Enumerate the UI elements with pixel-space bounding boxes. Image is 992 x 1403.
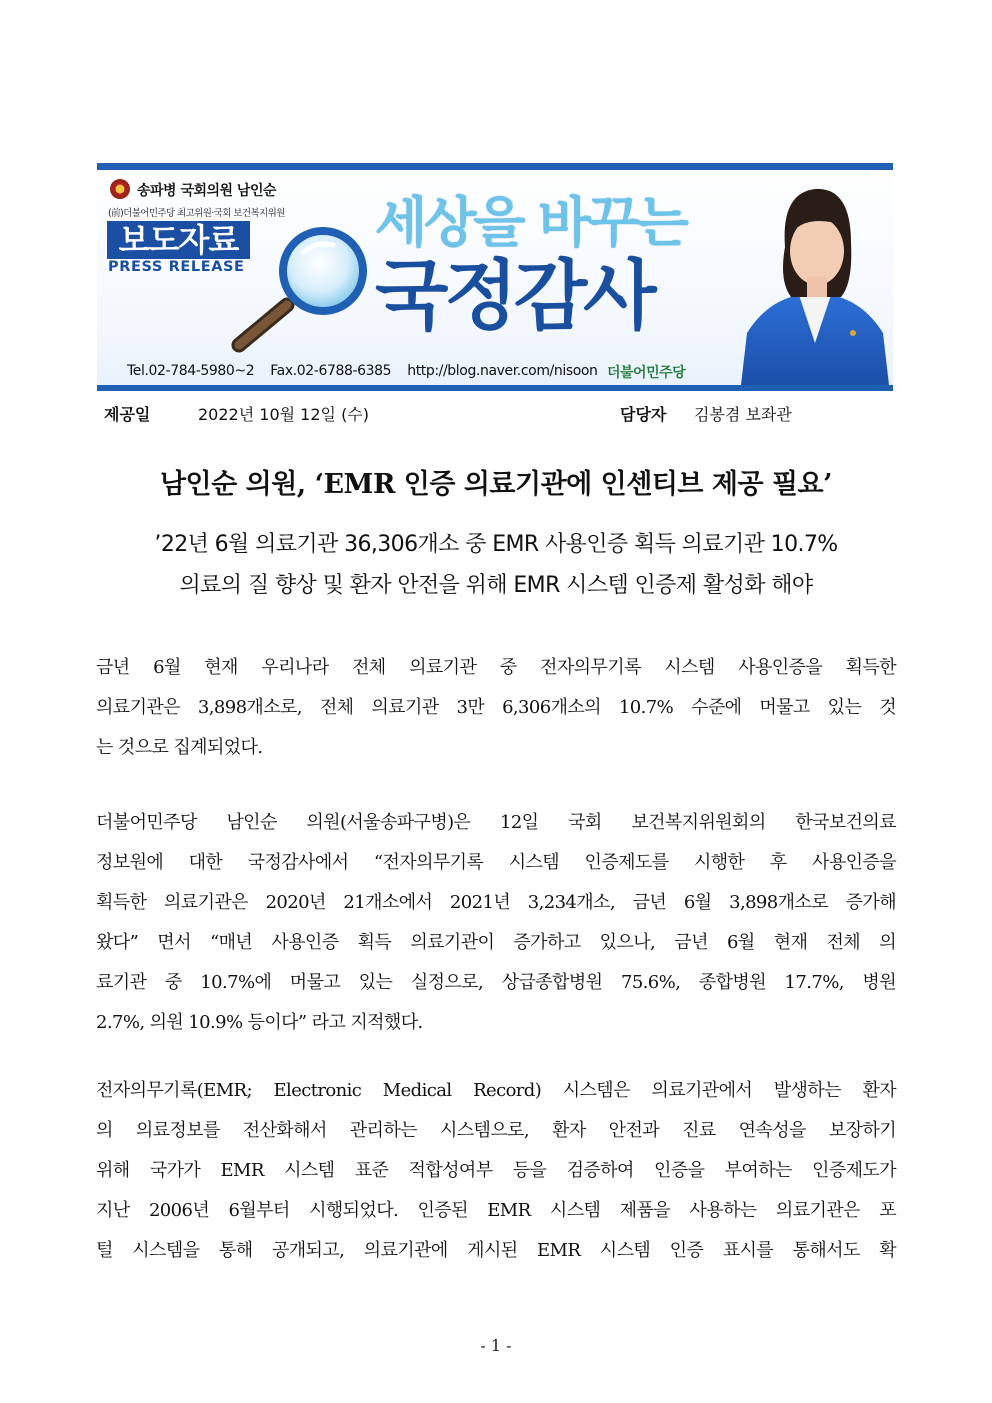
- date-label: 제공일: [104, 405, 151, 424]
- paragraph-line: 의료기관은 3,898개소로, 전체 의료기관 3만 6,306개소의 10.7% 수준에 머물고 있는 것: [96, 697, 896, 718]
- paragraph-3: [96, 1071, 896, 1271]
- press-release-label-en: PRESS RELEASE: [108, 259, 245, 275]
- contact-fax: Fax.02-6788-6385: [270, 363, 392, 379]
- subheadline-2: 의료의 질 향상 및 환자 안전을 위해 EMR 시스템 인증제 활성화 해야: [179, 573, 813, 598]
- paragraph-line: 더불어민주당 남인순 의원(서울송파구병)은 12일 국회 보건복지위원회의 한국보건의료: [96, 812, 896, 833]
- contact-tel: Tel.02-784-5980~2: [127, 363, 255, 379]
- party-logo: 더불어민주당: [607, 365, 686, 381]
- contact-person-label: 담당자: [620, 405, 667, 424]
- paragraph-line: 털 시스템을 통해 공개되고, 의료기관에 게시된 EMR 시스템 인증 표시를 통해서도 확: [96, 1240, 896, 1261]
- paragraph-line: 전자의무기록(EMR; Electronic Medical Record) 시스템은 의료기관에서 발생하는 환자: [96, 1080, 896, 1101]
- banner-top-bar: [97, 163, 893, 170]
- paragraph-line: 금년 6월 현재 우리나라 전체 의료기관 중 전자의무기록 시스템 사용인증을 획득한: [96, 657, 896, 678]
- national-assembly-seal-icon: [110, 179, 130, 199]
- paragraph-2: [96, 803, 896, 1043]
- slogan-line-2: 국정감사: [375, 251, 653, 340]
- paragraph-line: 왔다” 면서 “매년 사용인증 획득 의료기관이 증가하고 있으나, 금년 6월 현재 전체 의: [96, 932, 896, 953]
- magnifier-icon: [225, 223, 385, 358]
- contact-url[interactable]: http://blog.naver.com/nisoon: [407, 363, 598, 379]
- member-name: 송파병 국회의원 남인순: [137, 183, 276, 199]
- portrait-photo: [737, 173, 893, 385]
- press-release-label-ko: 보도자료: [107, 221, 250, 259]
- subheadline-1: ’22년 6월 의료기관 36,306개소 중 EMR 사용인증 획득 의료기관 10.7%: [154, 532, 838, 557]
- paragraph-line: 2.7%, 의원 10.9% 등이다” 라고 지적했다.: [96, 1012, 423, 1033]
- paragraph-1: [96, 648, 896, 768]
- contact-person-value: 김봉겸 보좌관: [694, 405, 792, 424]
- contact-info: [127, 363, 610, 379]
- banner-bottom-bar: [97, 385, 893, 391]
- paragraph-line: 지난 2006년 6월부터 시행되었다. 인증된 EMR 시스템 제품을 사용하는 의료기관은 포: [96, 1200, 896, 1221]
- page-number: - 1 -: [480, 1336, 512, 1355]
- paragraph-line: 정보원에 대한 국정감사에서 “전자의무기록 시스템 인증제도를 시행한 후 사용인증을: [96, 852, 896, 873]
- member-subtitle: (前)더불어민주당 최고위원·국회 보건복지위원: [108, 208, 285, 219]
- paragraph-line: 의 의료정보를 전산화해서 관리하는 시스템으로, 환자 안전과 진료 연속성을 보장하기: [96, 1120, 896, 1141]
- date-value: 2022년 10월 12일 (수): [198, 405, 370, 424]
- paragraph-line: 획득한 의료기관은 2020년 21개소에서 2021년 3,234개소, 금년 6월 3,898개소로 증가해: [96, 892, 896, 913]
- paragraph-line: 료기관 중 10.7%에 머물고 있는 실정으로, 상급종합병원 75.6%, 종합병원 17.7%, 병원: [96, 972, 896, 993]
- slogan-line-1: 세상을 바꾸는: [375, 191, 686, 254]
- paragraph-line: 는 것으로 집계되었다.: [96, 737, 263, 758]
- paragraph-line: 위해 국가가 EMR 시스템 표준 적합성여부 등을 검증하여 인증을 부여하는 인증제도가: [96, 1160, 896, 1181]
- press-release-banner: [97, 163, 893, 391]
- headline: 남인순 의원, ‘EMR 인증 의료기관에 인센티브 제공 필요’: [159, 469, 833, 500]
